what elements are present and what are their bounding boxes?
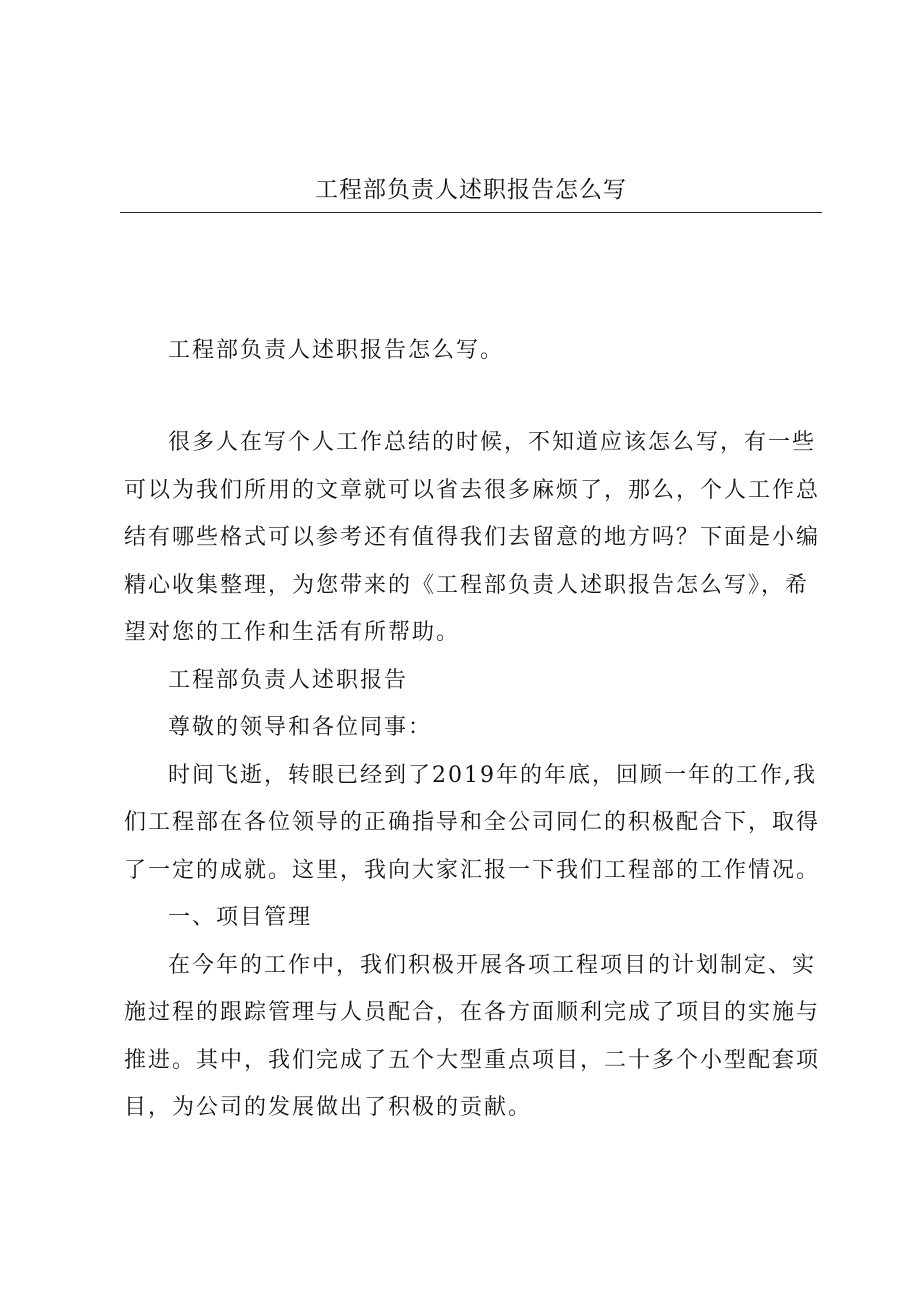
paragraph-review: 时间飞逝，转眼已经到了2019年的年底，回顾一年的工作,我们工程部在各位领导的正确指导和全公司同仁的积极配合下，取得了一定的成就。这里，我向大家汇报一下我们工程部的工作情况。 xyxy=(124,762,821,883)
paragraph-preface: 很多人在写个人工作总结的时候，不知道应该怎么写，有一些可以为我们所用的文章就可以省去很多麻烦了，那么，个人工作总结有哪些格式可以参考还有值得我们去留意的地方吗？下面是小编精心收集整理，为您带来的《工程部负责人述职报告怎么写》，希望对您的工作和生活有所帮助。 xyxy=(124,430,821,645)
salutation: 尊敬的领导和各位同事： xyxy=(168,715,433,740)
document-body xyxy=(124,419,824,1132)
intro-paragraph: 工程部负责人述职报告怎么写。 xyxy=(168,338,505,363)
section-heading-project-management: 一、项目管理 xyxy=(168,905,313,930)
report-heading: 工程部负责人述职报告 xyxy=(168,667,409,693)
page-header-title: 工程部负责人述职报告怎么写 xyxy=(120,172,822,213)
intro-block xyxy=(124,327,824,374)
paragraph-project-management: 在今年的工作中，我们积极开展各项工程项目的计划制定、实施过程的跟踪管理与人员配合，在各方面顺利完成了项目的实施与推进。其中，我们完成了五个大型重点项目，二十多个小型配套项目，为公司的发展做出了积极的贡献。 xyxy=(124,952,821,1120)
